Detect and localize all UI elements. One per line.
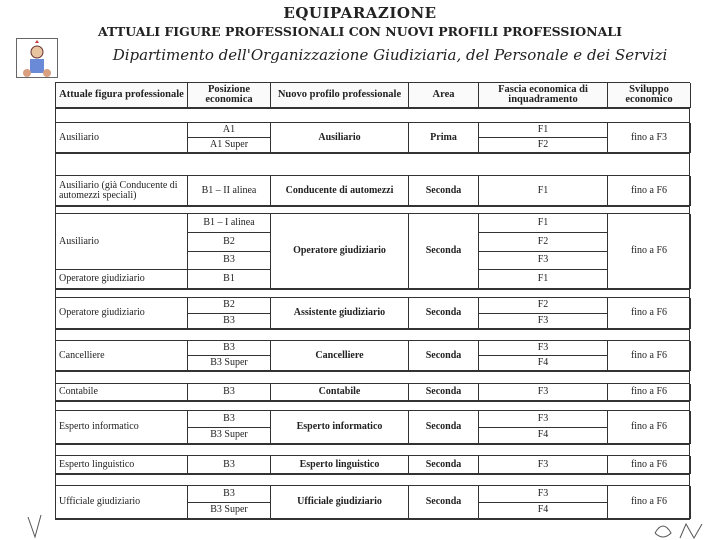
row-gap <box>55 154 690 175</box>
current-figure-cell: Ausiliario <box>56 123 188 153</box>
header-cell: Area <box>409 83 479 108</box>
table-row-group <box>55 340 690 372</box>
salary-band-cell: F4 <box>479 503 608 520</box>
area-cell: Prima <box>409 123 479 153</box>
salary-band-cell: F1 <box>479 270 608 289</box>
salary-band-cell: F4 <box>479 356 608 371</box>
header-cell: Sviluppo economico <box>608 83 691 108</box>
economic-development-cell: fino a F6 <box>608 341 691 371</box>
mascot-illustration <box>16 38 58 78</box>
area-cell: Seconda <box>409 411 479 444</box>
salary-band-cell: F1 <box>479 214 608 233</box>
salary-band-cell: F3 <box>479 411 608 428</box>
area-cell: Seconda <box>409 486 479 519</box>
current-figure-cell: Esperto linguistico <box>56 456 188 474</box>
new-profile-cell: Contabile <box>271 384 409 401</box>
table-row-group <box>55 383 690 402</box>
row-gap <box>55 372 690 383</box>
header-cell: Nuovo profilo professionale <box>271 83 409 108</box>
handwriting-mark <box>25 512 65 540</box>
economic-position-cell: B3 <box>188 486 271 503</box>
table-row-group <box>55 122 690 154</box>
new-profile-cell: Cancelliere <box>271 341 409 371</box>
economic-position-cell: B3 <box>188 314 271 330</box>
new-profile-cell: Assistente giudiziario <box>271 298 409 329</box>
row-gap <box>55 107 690 122</box>
economic-position-cell: B1 – I alinea <box>188 214 271 233</box>
new-profile-cell: Operatore giudiziario <box>271 214 409 289</box>
current-figure-cell: Operatore giudiziario <box>56 298 188 329</box>
salary-band-cell: F3 <box>479 486 608 503</box>
area-cell: Seconda <box>409 384 479 401</box>
row-gap <box>55 290 690 297</box>
salary-band-cell: F3 <box>479 252 608 271</box>
economic-position-cell: B3 <box>188 411 271 428</box>
salary-band-cell: F3 <box>479 456 608 474</box>
table-row-group <box>55 455 690 475</box>
table-row-group <box>55 175 690 207</box>
salary-band-cell: F1 <box>479 176 608 206</box>
current-figure-cell: Cancelliere <box>56 341 188 371</box>
area-cell: Seconda <box>409 341 479 371</box>
area-cell: Seconda <box>409 214 479 289</box>
economic-development-cell: fino a F6 <box>608 486 691 519</box>
economic-development-cell: fino a F6 <box>608 176 691 206</box>
table-row-group <box>55 213 690 290</box>
document-title: EQUIPARAZIONE <box>283 4 437 22</box>
table-row-group <box>55 485 690 520</box>
new-profile-cell: Ausiliario <box>271 123 409 153</box>
salary-band-cell: F2 <box>479 233 608 252</box>
economic-position-cell: A1 Super <box>188 138 271 153</box>
economic-position-cell: B1 – II alinea <box>188 176 271 206</box>
economic-position-cell: B3 <box>188 341 271 356</box>
salary-band-cell: F4 <box>479 428 608 445</box>
salary-band-cell: F2 <box>479 298 608 314</box>
economic-position-cell: B3 <box>188 384 271 401</box>
area-cell: Seconda <box>409 456 479 474</box>
economic-position-cell: B3 <box>188 456 271 474</box>
new-profile-cell: Esperto linguistico <box>271 456 409 474</box>
salary-band-cell: F1 <box>479 123 608 138</box>
economic-position-cell: B2 <box>188 298 271 314</box>
table-row-group <box>55 297 690 330</box>
economic-position-cell: B3 <box>188 252 271 271</box>
salary-band-cell: F2 <box>479 138 608 153</box>
area-cell: Seconda <box>409 298 479 329</box>
current-figure-cell: Ausiliario <box>56 214 188 270</box>
new-profile-cell: Conducente di automezzi <box>271 176 409 206</box>
current-figure-cell: Ufficiale giudiziario <box>56 486 188 519</box>
current-figure-cell: Ausiliario (già Conducente di automezzi speciali) <box>56 176 188 206</box>
row-gap <box>55 445 690 455</box>
new-profile-cell: Esperto informatico <box>271 411 409 444</box>
new-profile-cell: Ufficiale giudiziario <box>271 486 409 519</box>
economic-position-cell: B2 <box>188 233 271 252</box>
header-cell: Posizione economica <box>188 83 271 108</box>
economic-development-cell: fino a F6 <box>608 298 691 329</box>
economic-development-cell: fino a F6 <box>608 214 691 289</box>
economic-development-cell: fino a F6 <box>608 411 691 444</box>
current-figure-cell: Esperto informatico <box>56 411 188 444</box>
economic-position-cell: B3 Super <box>188 503 271 520</box>
economic-position-cell: B1 <box>188 270 271 289</box>
area-cell: Seconda <box>409 176 479 206</box>
economic-position-cell: A1 <box>188 123 271 138</box>
row-gap <box>55 475 690 485</box>
economic-development-cell: fino a F6 <box>608 456 691 474</box>
salary-band-cell: F3 <box>479 384 608 401</box>
table-header <box>55 82 690 109</box>
row-gap <box>55 330 690 340</box>
department-name: Dipartimento dell'Organizzazione Giudiziaria, del Personale e dei Servizi <box>112 46 668 64</box>
header-cell: Attuale figura professionale <box>56 83 188 108</box>
salary-band-cell: F3 <box>479 341 608 356</box>
economic-position-cell: B3 Super <box>188 428 271 445</box>
header-cell: Fascia economica di inquadramento <box>479 83 608 108</box>
salary-band-cell: F3 <box>479 314 608 330</box>
table-row-group <box>55 410 690 445</box>
current-figure-cell: Contabile <box>56 384 188 401</box>
handwriting-mark <box>650 518 720 540</box>
current-figure-cell: Operatore giudiziario <box>56 270 188 289</box>
economic-development-cell: fino a F6 <box>608 384 691 401</box>
document-subtitle: ATTUALI FIGURE PROFESSIONALI CON NUOVI PROFILI PROFESSIONALI <box>98 24 622 39</box>
economic-position-cell: B3 Super <box>188 356 271 371</box>
row-gap <box>55 402 690 410</box>
economic-development-cell: fino a F3 <box>608 123 691 153</box>
